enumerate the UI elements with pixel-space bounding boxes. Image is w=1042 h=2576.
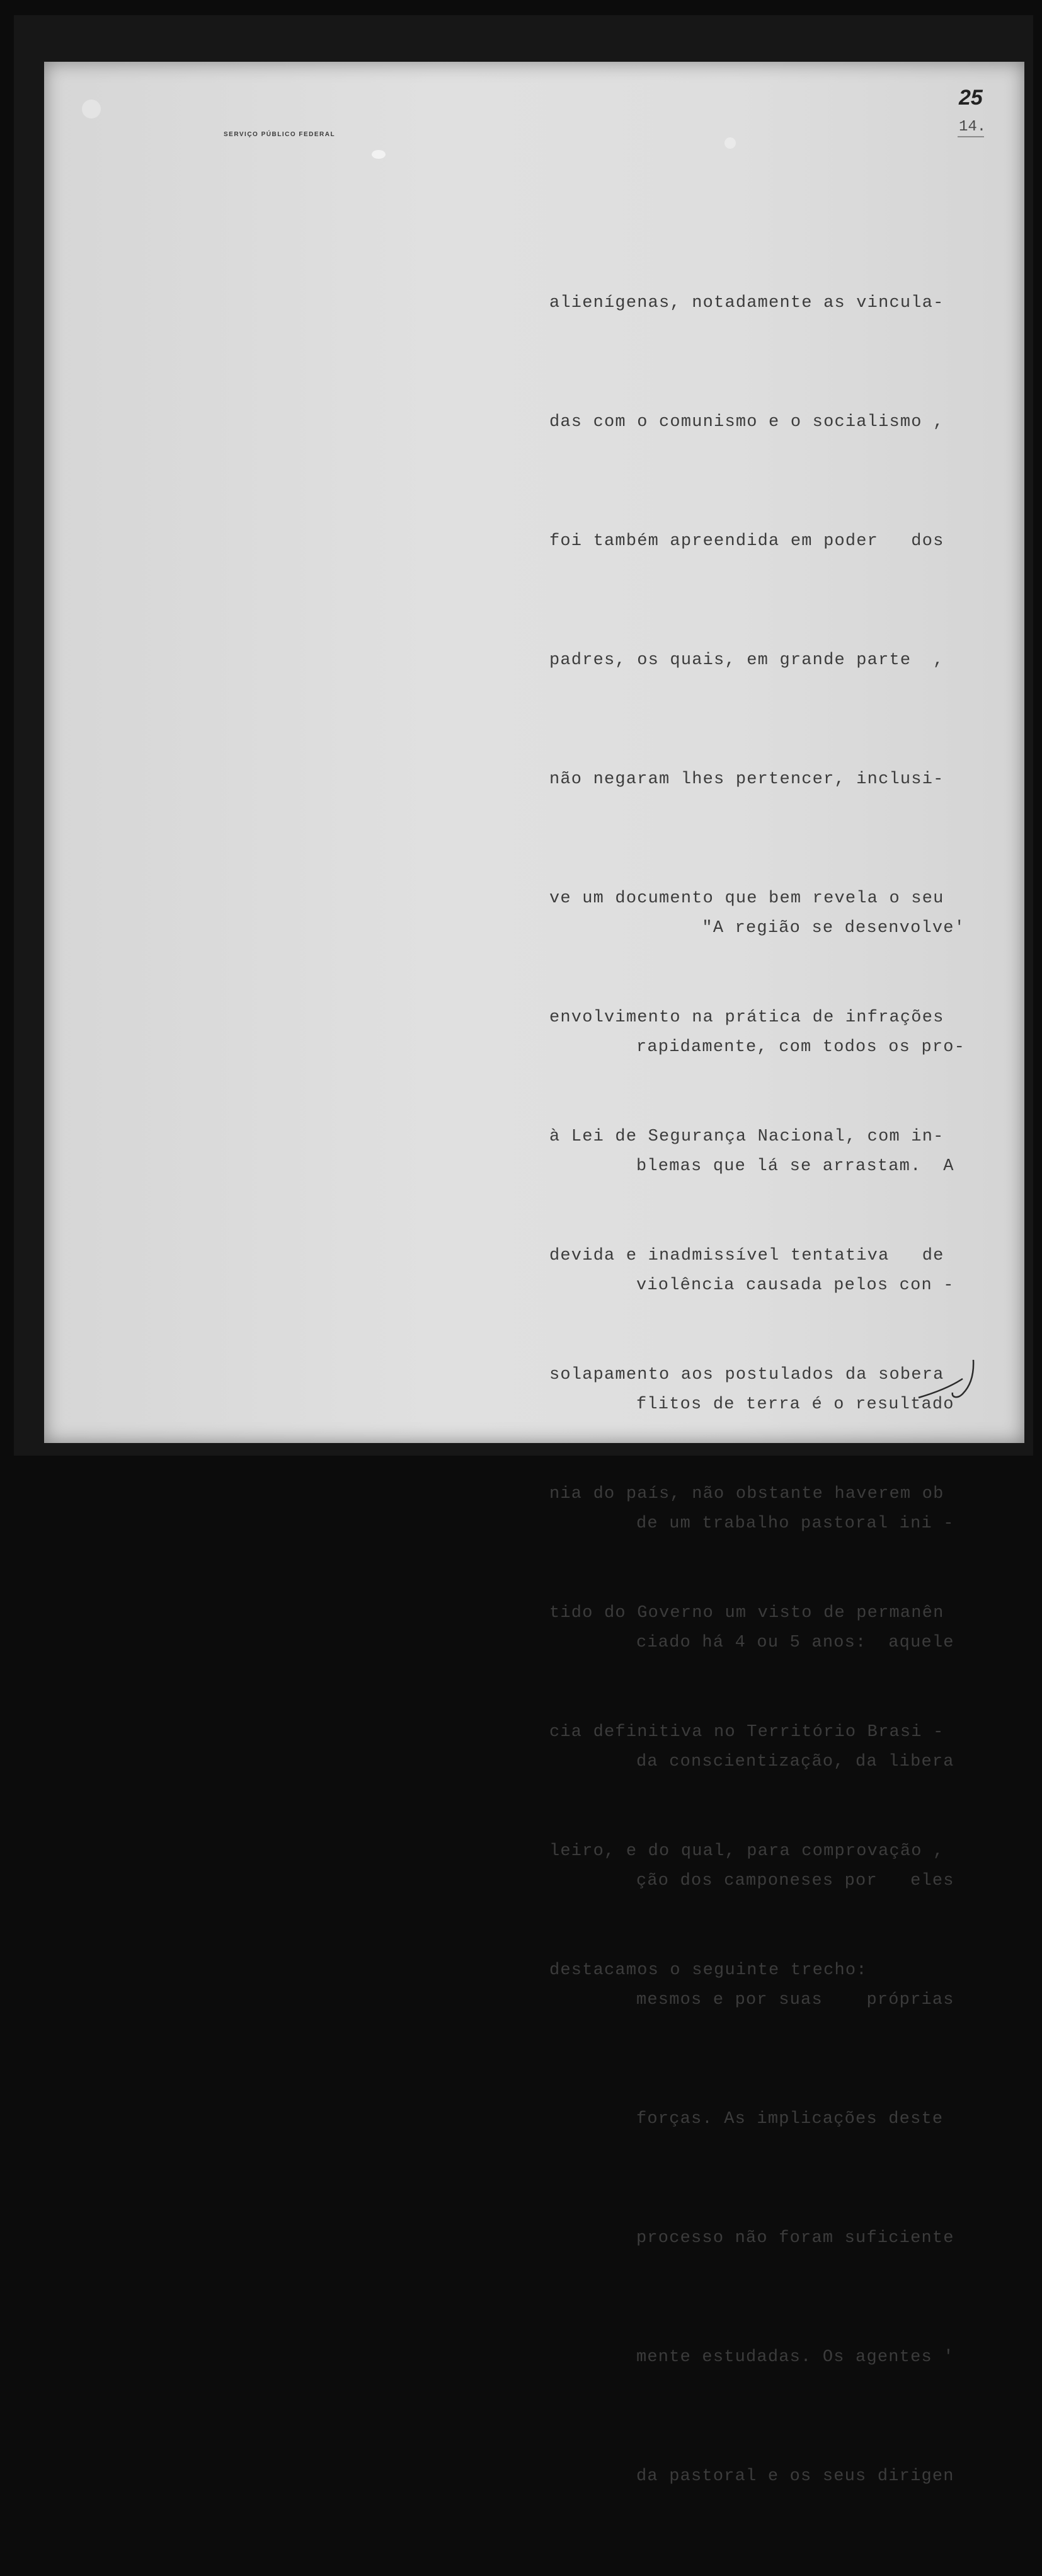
body-line: cia definitiva no Território Brasi - xyxy=(549,1723,944,1742)
quote-line: "A região se desenvolve' xyxy=(636,919,966,938)
quote-line: rapidamente, com todos os pro- xyxy=(636,1038,966,1057)
quote-line: forças. As implicações deste xyxy=(636,2110,944,2129)
quote-line: da pastoral e os seus dirigen xyxy=(636,2467,954,2486)
quote-line: da conscientização, da libera xyxy=(636,1752,954,1771)
body-line: devida e inadmissível tentativa de xyxy=(549,1246,944,1265)
body-line: destacamos o seguinte trecho: xyxy=(549,1961,867,1980)
scan-frame xyxy=(14,15,1033,2486)
body-line: envolvimento na prática de infrações xyxy=(549,1008,944,1027)
folio-number: 25 xyxy=(959,86,983,110)
block-quote xyxy=(636,829,989,2576)
scan-speck xyxy=(372,150,386,159)
body-line: das com o comunismo e o socialismo , xyxy=(549,413,944,432)
body-line: leiro, e do qual, para comprovação , xyxy=(549,1842,944,1861)
quote-line: processo não foram suficiente xyxy=(636,2229,954,2248)
quote-line: mente estudadas. Os agentes ' xyxy=(636,2348,954,2367)
body-line: à Lei de Segurança Nacional, com in- xyxy=(549,1127,944,1146)
scan-speck xyxy=(724,137,736,149)
quote-line: ciado há 4 ou 5 anos: aquele xyxy=(636,1633,954,1652)
quote-line: de um trabalho pastoral ini - xyxy=(636,1514,954,1533)
body-line: não negaram lhes pertencer, inclusi- xyxy=(549,770,944,789)
quote-line: mesmos e por suas próprias xyxy=(636,1991,954,2010)
quote-line: violência causada pelos con - xyxy=(636,1276,954,1295)
body-line: foi também apreendida em poder dos xyxy=(549,532,944,551)
body-line: ve um documento que bem revela o seu xyxy=(549,889,944,908)
page-number: 14. xyxy=(959,118,987,135)
document-page xyxy=(44,62,1024,2486)
quote-line: flitos de terra é o resultado xyxy=(636,1395,954,1414)
initials-mark xyxy=(913,1354,989,1410)
quote-line: ção dos camponeses por eles xyxy=(636,1872,954,1890)
body-line: nia do país, não obstante haverem ob xyxy=(549,1485,944,1504)
body-line: solapamento aos postulados da sobera xyxy=(549,1366,944,1384)
scan-speck xyxy=(82,100,101,118)
quote-line: blemas que lá se arrastam. A xyxy=(636,1157,954,1176)
page-number-underline xyxy=(958,136,984,137)
letterhead: SERVIÇO PÚBLICO FEDERAL xyxy=(224,131,336,138)
body-line: padres, os quais, em grande parte , xyxy=(549,651,944,670)
body-line: tido do Governo um visto de permanên xyxy=(549,1604,944,1623)
body-line: alienígenas, notadamente as vincula- xyxy=(549,294,944,313)
